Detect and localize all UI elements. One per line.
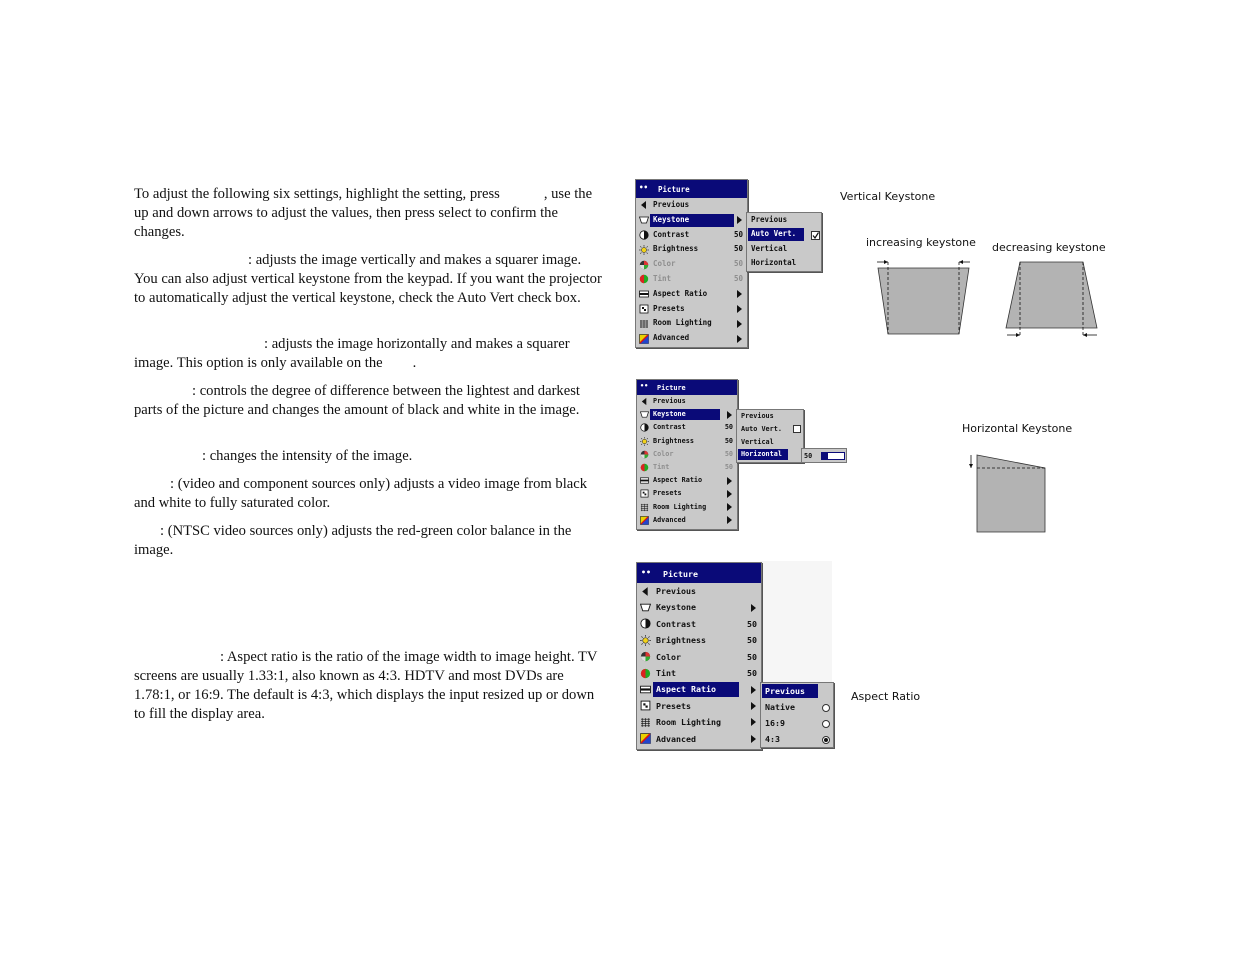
menu-item-label: Room Lighting — [653, 318, 712, 328]
horizontal-keystone-diagram — [964, 452, 1049, 534]
color-icon — [639, 260, 649, 272]
menu-item-value: 50 — [724, 423, 733, 432]
submenu-arrow-icon — [727, 477, 732, 485]
vertical-keystone-paragraph — [134, 251, 604, 308]
horizontal-keystone-paragraph — [134, 335, 604, 373]
menu-item-label: Color — [653, 449, 674, 458]
aspect-ratio-icon — [640, 476, 649, 487]
submenu-arrow-icon — [737, 305, 742, 313]
decreasing-keystone-diagram — [1003, 256, 1103, 341]
menu-item-label: Contrast — [653, 423, 686, 432]
color-paragraph — [134, 475, 604, 513]
submenu-item-horizontal[interactable] — [737, 448, 803, 461]
submenu-item-label: 16:9 — [765, 718, 785, 728]
presets-icon — [639, 304, 649, 316]
previous-icon — [639, 200, 649, 212]
menu-item-brightness[interactable] — [637, 435, 737, 448]
submenu-item-label: Auto Vert. — [741, 424, 782, 433]
menu-item-label: Previous — [656, 586, 696, 596]
menu-item-contrast[interactable] — [637, 616, 761, 632]
tint-icon — [640, 463, 649, 474]
room-lighting-icon — [640, 503, 649, 514]
submenu-item-auto-vert[interactable] — [747, 227, 821, 241]
increasing-keystone-caption: increasing keystone — [866, 236, 976, 249]
menu-dots-icon: •• — [640, 382, 649, 390]
menu-item-previous[interactable] — [637, 395, 737, 408]
advanced-icon — [639, 334, 649, 346]
brightness-icon — [640, 635, 651, 648]
horizontal-keystone-text-a: : adjusts the image horizontally and makes a squarer image. This option is only available on the — [134, 336, 570, 371]
submenu-arrow-icon — [737, 320, 742, 328]
menu-item-label: Keystone — [650, 409, 720, 420]
menu-item-label: Presets — [656, 700, 691, 711]
submenu-item-label: Native — [765, 702, 795, 712]
menu-item-previous[interactable] — [636, 198, 747, 213]
contrast-text: : controls the degree of difference between the lightest and darkest parts of the picture and changes the amount of black and white in the image. — [134, 383, 580, 418]
menu-item-tint[interactable] — [637, 461, 737, 474]
menu-item-value: 50 — [747, 635, 757, 646]
horizontal-keystone-text-b: . — [412, 355, 417, 371]
check-icon — [812, 232, 819, 239]
contrast-icon — [640, 423, 649, 434]
menu-item-label: Aspect Ratio — [653, 476, 703, 485]
aspect-ratio-paragraph — [134, 648, 604, 724]
submenu-item-previous[interactable] — [761, 683, 833, 699]
tint-icon — [639, 274, 649, 286]
menu-item-keystone[interactable] — [637, 599, 761, 615]
menu-item-color[interactable] — [637, 649, 761, 665]
submenu-item-label: Auto Vert. — [748, 228, 804, 240]
previous-icon — [640, 397, 649, 408]
submenu-arrow-icon — [751, 718, 756, 726]
aspect-menu-backdrop — [760, 561, 832, 686]
menu-item-presets[interactable] — [637, 487, 737, 500]
menu-item-label: Tint — [653, 273, 672, 283]
submenu-item-label: Previous — [751, 215, 788, 224]
presets-icon — [640, 700, 651, 713]
menu-item-label: Advanced — [653, 515, 686, 524]
submenu-arrow-icon — [737, 335, 742, 343]
contrast-icon — [640, 618, 651, 631]
menu-item-contrast[interactable] — [636, 228, 747, 243]
auto-vert-checkbox[interactable] — [811, 231, 820, 240]
keystone-icon — [640, 410, 649, 421]
aspect-ratio-icon — [640, 684, 651, 697]
menu-item-advanced[interactable] — [637, 731, 761, 747]
tint-text: : (NTSC video sources only) adjusts the red-green color balance in the image. — [134, 523, 572, 558]
menu-item-value: 50 — [733, 259, 743, 269]
submenu-item-label: Previous — [741, 412, 774, 420]
menu-item-keystone[interactable] — [636, 213, 747, 228]
submenu-item-16-9[interactable] — [761, 715, 833, 731]
aspect-ratio-text: : Aspect ratio is the ratio of the image width to image height. TV screens are usually 1.33:1, also known as 4:3. HDTV and most DVDs are 1.78:1, or 16:9. The default is 4:3, which displays the input resized up or down to fill the display area. — [134, 649, 598, 722]
intro-text-a: To adjust the following six settings, highlight the setting, press — [134, 186, 500, 202]
room-lighting-icon — [639, 319, 649, 331]
menu-item-label: Keystone — [656, 602, 696, 613]
menu-item-label: Contrast — [653, 229, 690, 239]
brightness-text: : changes the intensity of the image. — [202, 448, 413, 464]
menu-item-label: Brightness — [653, 244, 699, 254]
submenu-arrow-icon — [751, 604, 756, 612]
menu-item-keystone[interactable] — [637, 408, 737, 421]
menu-item-previous[interactable] — [637, 583, 761, 599]
menu-dots-icon: •• — [639, 183, 649, 192]
menu-item-value: 50 — [724, 462, 733, 471]
menu-item-label: Keystone — [650, 214, 734, 227]
menu-item-label: Contrast — [656, 618, 696, 629]
menu-item-value: 50 — [733, 273, 743, 283]
menu-item-label: Tint — [656, 667, 676, 678]
menu-item-room-lighting[interactable] — [637, 501, 737, 514]
horizontal-slider-panel — [801, 448, 847, 463]
picture-menu-horizontal — [636, 379, 738, 530]
menu-item-aspect-ratio[interactable] — [636, 287, 747, 302]
submenu-item-label: Vertical — [751, 243, 788, 253]
color-icon — [640, 651, 651, 664]
horizontal-keystone-caption: Horizontal Keystone — [962, 422, 1073, 435]
tint-paragraph — [134, 522, 604, 560]
menu-item-value: 50 — [733, 229, 743, 239]
intro-text-b: , use the up and down arrows to adjust the values, then press select to confirm the changes. — [134, 186, 593, 240]
menu-item-value: 50 — [747, 667, 757, 678]
aspect-radio-button[interactable] — [822, 736, 830, 744]
keystone-submenu-vertical — [746, 212, 822, 272]
menu-item-label: Aspect Ratio — [653, 682, 739, 696]
menu-item-label: Color — [653, 259, 676, 269]
submenu-arrow-icon — [737, 290, 742, 298]
menu-item-contrast[interactable] — [637, 421, 737, 434]
brightness-paragraph — [134, 447, 604, 466]
submenu-arrow-icon — [751, 702, 756, 710]
menu-item-room-lighting[interactable] — [636, 316, 747, 331]
tint-icon — [640, 668, 651, 681]
menu-item-label: Presets — [653, 489, 682, 498]
menu-item-value: 50 — [747, 651, 757, 662]
submenu-arrow-icon — [727, 503, 732, 511]
menu-title: Picture — [658, 185, 690, 194]
menu-item-advanced[interactable] — [636, 331, 747, 346]
vertical-keystone-caption: Vertical Keystone — [840, 190, 936, 203]
menu-item-label: Advanced — [656, 733, 696, 744]
submenu-arrow-icon — [737, 216, 742, 224]
advanced-icon — [640, 516, 649, 527]
menu-item-aspect-ratio[interactable] — [637, 474, 737, 487]
menu-item-value: 50 — [724, 436, 733, 445]
submenu-item-label: Previous — [762, 684, 818, 698]
auto-vert-checkbox[interactable] — [793, 425, 801, 433]
advanced-icon — [640, 733, 651, 746]
submenu-arrow-icon — [751, 686, 756, 694]
picture-menu-vertical — [635, 179, 748, 348]
menu-item-label: Tint — [653, 462, 670, 471]
menu-item-tint[interactable] — [636, 272, 747, 287]
contrast-icon — [639, 230, 649, 242]
menu-item-room-lighting[interactable] — [637, 714, 761, 730]
keystone-submenu-horizontal — [736, 409, 804, 463]
menu-item-presets[interactable] — [636, 302, 747, 317]
submenu-item-4-3[interactable] — [761, 731, 833, 747]
menu-item-label: Previous — [653, 200, 690, 209]
increasing-keystone-diagram — [874, 254, 974, 339]
submenu-item-previous[interactable] — [737, 410, 803, 423]
color-text: : (video and component sources only) adjusts a video image from black and white to fully saturated color. — [134, 476, 588, 511]
menu-title: Picture — [657, 384, 686, 392]
submenu-arrow-icon — [751, 735, 756, 743]
menu-title-bar — [637, 563, 761, 583]
menu-title-bar — [637, 380, 737, 395]
menu-title-bar — [636, 180, 747, 198]
menu-title: Picture — [663, 569, 698, 579]
vertical-keystone-text: : adjusts the image vertically and makes a squarer image. You can also adjust vertical keystone from the keypad. If you want the projector to automatically adjust the vertical keystone, check the Auto Vert check box. — [134, 252, 602, 306]
menu-item-label: Brightness — [656, 635, 706, 646]
color-icon — [640, 450, 649, 461]
submenu-arrow-icon — [727, 490, 732, 498]
previous-icon — [640, 586, 651, 599]
keystone-icon — [640, 602, 651, 615]
menu-item-brightness[interactable] — [636, 242, 747, 257]
aspect-radio-button[interactable] — [822, 704, 830, 712]
submenu-item-native[interactable] — [761, 699, 833, 715]
menu-item-brightness[interactable] — [637, 632, 761, 648]
menu-item-label: Aspect Ratio — [653, 288, 708, 298]
aspect-ratio-icon — [639, 289, 649, 301]
menu-item-aspect-ratio[interactable] — [637, 681, 761, 697]
intro-paragraph — [134, 185, 604, 242]
submenu-item-vertical[interactable] — [747, 242, 821, 256]
menu-item-color[interactable] — [637, 448, 737, 461]
slider-fill — [822, 453, 828, 459]
picture-menu-aspect — [636, 562, 762, 750]
slider-value: 50 — [804, 452, 813, 460]
aspect-ratio-submenu — [760, 682, 834, 748]
decreasing-keystone-caption: decreasing keystone — [992, 241, 1106, 254]
menu-item-label: Presets — [653, 303, 685, 313]
submenu-item-vertical[interactable] — [737, 436, 803, 449]
submenu-arrow-icon — [727, 516, 732, 524]
menu-item-value: 50 — [733, 244, 743, 254]
menu-item-label: Advanced — [653, 333, 690, 343]
submenu-item-label: Horizontal — [751, 258, 797, 268]
menu-item-label: Brightness — [653, 436, 694, 445]
menu-item-value: 50 — [747, 618, 757, 629]
contrast-paragraph — [134, 382, 604, 420]
menu-item-label: Room Lighting — [656, 717, 721, 728]
presets-icon — [640, 489, 649, 500]
aspect-ratio-caption: Aspect Ratio — [851, 690, 921, 703]
submenu-arrow-icon — [727, 411, 732, 419]
menu-item-label: Room Lighting — [653, 502, 707, 511]
submenu-item-previous[interactable] — [747, 213, 821, 227]
keystone-icon — [639, 215, 649, 227]
submenu-item-horizontal[interactable] — [747, 256, 821, 270]
submenu-item-label: 4:3 — [765, 734, 780, 744]
menu-dots-icon: •• — [641, 567, 651, 577]
submenu-item-label: Vertical — [741, 437, 774, 446]
brightness-icon — [639, 245, 649, 257]
menu-item-color[interactable] — [636, 257, 747, 272]
menu-item-presets[interactable] — [637, 698, 761, 714]
menu-item-value: 50 — [724, 449, 733, 458]
menu-item-advanced[interactable] — [637, 514, 737, 527]
submenu-item-label: Horizontal — [738, 449, 788, 460]
horizontal-slider[interactable] — [821, 452, 845, 460]
brightness-icon — [640, 437, 649, 448]
aspect-radio-button[interactable] — [822, 720, 830, 728]
menu-item-tint[interactable] — [637, 665, 761, 681]
menu-item-label: Color — [656, 651, 681, 662]
room-lighting-icon — [640, 717, 651, 730]
menu-item-label: Previous — [653, 397, 686, 405]
